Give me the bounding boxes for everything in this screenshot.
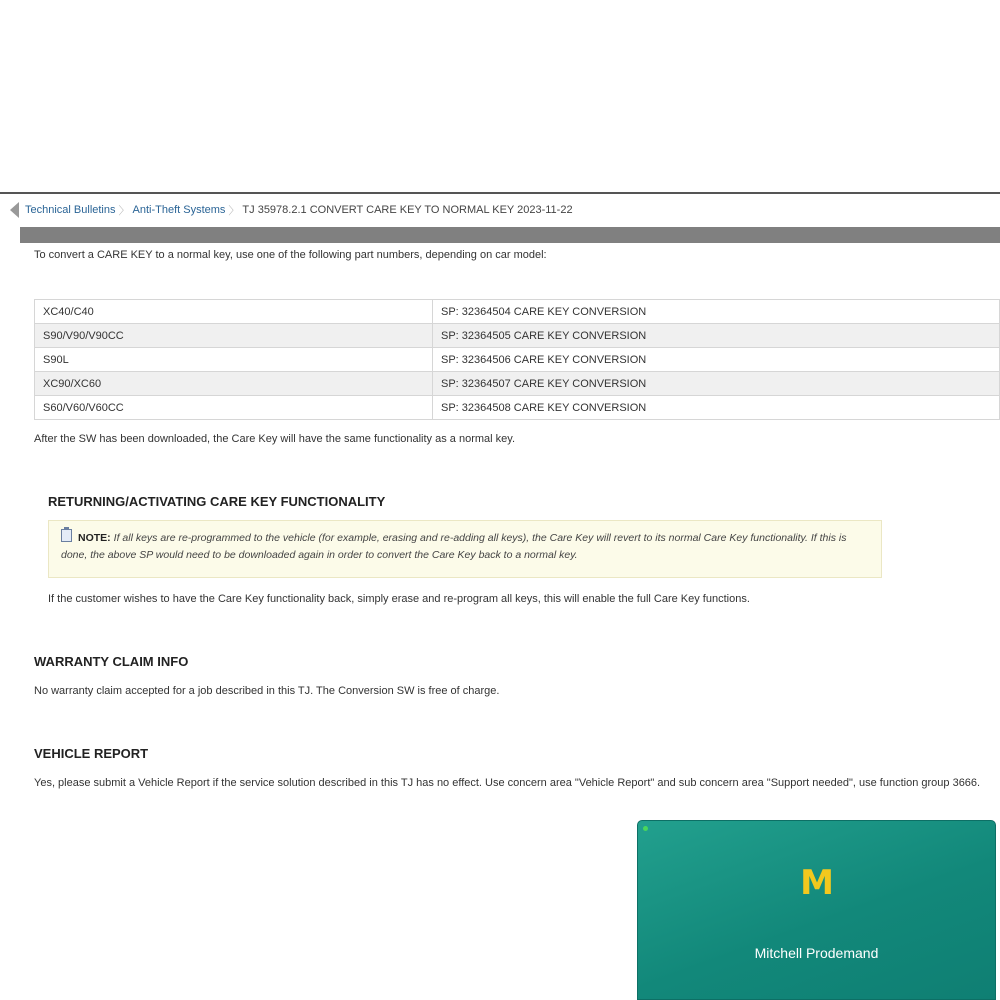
part-number-cell: SP: 32364506 CARE KEY CONVERSION [433, 348, 1000, 372]
breadcrumb-anti-theft-systems[interactable]: Anti-Theft Systems [132, 204, 226, 216]
note-box [48, 520, 882, 578]
after-download-text: After the SW has been downloaded, the Care Key will have the same functionality as a normal key. [34, 433, 515, 445]
model-cell: XC90/XC60 [35, 372, 433, 396]
breadcrumb-current-page: TJ 35978.2.1 CONVERT CARE KEY TO NORMAL KEY 2023-11-22 [242, 204, 573, 216]
table-row [35, 348, 1000, 372]
model-cell: S90L [35, 348, 433, 372]
brand-name: Mitchell Prodemand [754, 945, 879, 961]
clipboard-note-icon [61, 529, 72, 542]
breadcrumb-separator: 〉 [228, 205, 240, 217]
returning-body-text: If the customer wishes to have the Care Key functionality back, simply erase and re-program all keys, this will enable the full Care Key functions. [48, 593, 750, 605]
table-row [35, 324, 1000, 348]
header-divider [0, 192, 1000, 194]
warranty-heading: WARRANTY CLAIM INFO [34, 654, 189, 669]
part-number-cell: SP: 32364507 CARE KEY CONVERSION [433, 372, 1000, 396]
breadcrumb-technical-bulletins[interactable]: Technical Bulletins [25, 204, 116, 216]
status-dot-icon [643, 826, 648, 831]
note-label: NOTE: [78, 532, 111, 544]
warranty-body-text: No warranty claim accepted for a job described in this TJ. The Conversion SW is free of charge. [34, 685, 500, 697]
document-title-bar [20, 227, 1000, 243]
parts-table [34, 299, 1000, 420]
vehicle-report-heading: VEHICLE REPORT [34, 746, 149, 761]
table-row [35, 372, 1000, 396]
part-number-cell: SP: 32364505 CARE KEY CONVERSION [433, 324, 1000, 348]
mitchell-promo-card[interactable] [637, 820, 996, 1000]
returning-heading: RETURNING/ACTIVATING CARE KEY FUNCTIONALITY [48, 494, 386, 509]
note-text: If all keys are re-programmed to the vehicle (for example, erasing and re-adding all keys), the Care Key will revert to its normal Care Key functionality. If this is done, the above SP would need to be downloaded again in order to convert the Care Key back to a normal key. [61, 532, 847, 561]
part-number-cell: SP: 32364504 CARE KEY CONVERSION [433, 300, 1000, 324]
breadcrumb [10, 201, 573, 219]
table-row [35, 396, 1000, 420]
intro-text: To convert a CARE KEY to a normal key, use one of the following part numbers, depending on car model: [34, 249, 547, 261]
part-number-cell: SP: 32364508 CARE KEY CONVERSION [433, 396, 1000, 420]
back-arrow-icon[interactable] [10, 202, 19, 218]
model-cell: S60/V60/V60CC [35, 396, 433, 420]
mitchell-logo: M [800, 863, 833, 903]
vehicle-report-body-text: Yes, please submit a Vehicle Report if the service solution described in this TJ has no effect. Use concern area "Vehicle Report" and sub concern area "Support needed", use function group 3666. [34, 777, 981, 789]
table-row [35, 300, 1000, 324]
breadcrumb-separator: 〉 [118, 205, 130, 217]
model-cell: S90/V90/V90CC [35, 324, 433, 348]
model-cell: XC40/C40 [35, 300, 433, 324]
